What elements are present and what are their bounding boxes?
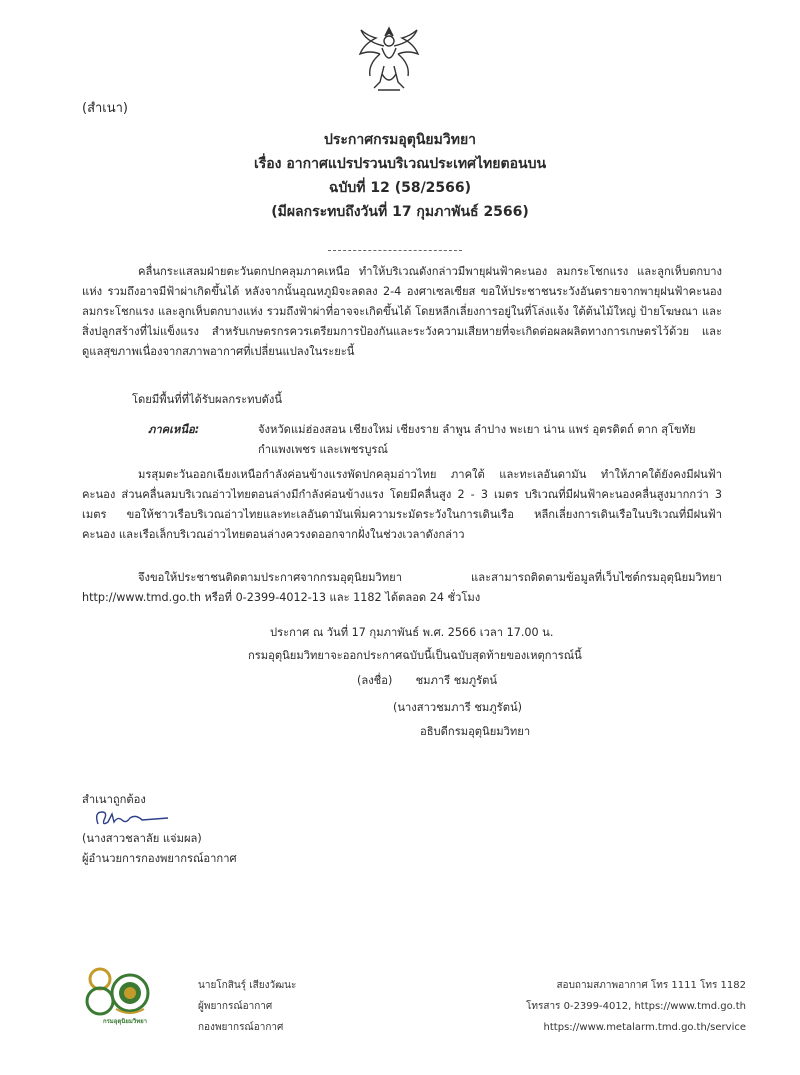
contact-phone: สอบถามสภาพอากาศ โทร 1111 โทร 1182 bbox=[556, 980, 746, 991]
forecaster-role: ผู้พยากรณ์อากาศ bbox=[198, 1001, 273, 1012]
announcement-header bbox=[0, 128, 800, 224]
contact-service-url[interactable]: https://www.metalarm.tmd.go.th/service bbox=[543, 1022, 746, 1033]
certifier-name: (นางสาวชลาลัย แจ่มผล) bbox=[82, 832, 202, 845]
title-divider bbox=[328, 250, 462, 251]
signer-full-name: (นางสาวชมภารี ชมภูรัตน์) bbox=[393, 701, 522, 714]
contact-fax-website: โทรสาร 0-2399-4012, https://www.tmd.go.th bbox=[526, 1001, 746, 1012]
announcement-issue: ฉบับที่ 12 (58/2566) bbox=[328, 180, 472, 196]
forecaster-name: นายโกสินรุ์ เสียงวัฒนะ bbox=[198, 980, 297, 991]
signer-position: อธิบดีกรมอุตุนิยมวิทยา bbox=[420, 725, 531, 738]
region-provinces-north: จังหวัดแม่ฮ่องสอน เชียงใหม่ เชียงราย ลำพูน ลำปาง พะเยา น่าน แพร่ อุตรดิตถ์ ตาก สุโขทัย กำแพงเพชร และเพชรบูรณ์ bbox=[258, 423, 696, 456]
garuda-emblem-icon bbox=[358, 24, 420, 96]
body-paragraph-2: มรสุมตะวันออกเฉียงเหนือกำลังค่อนข้างแรงพัดปกคลุมอ่าวไทย ภาคใต้ และทะเลอันดามัน ทำให้ภาคใต้ยังคงมีฝนฟ้าคะนอง ส่วนคลื่นลมบริเวณอ่าวไทยตอนล่างมีกำลังค่อนข้างแรง โดยมีคลื่นสูง 2 - 3 เมตร บริเวณที่มีฝนฟ้าคะนองคลื่นสูงมากกว่า 3 เมตร ขอให้ชาวเรือบริเวณอ่าวไทยและทะเลอันดามันเพิ่มความระมัดระวังในการเดินเรือ หลีกเลี่ยงการเดินเรือในบริเวณที่มีฝนฟ้าคะนอง และเรือเล็กบริเวณอ่าวไทยตอนล่างควรงดออกจากฝั่งในช่วงเวลาดังกล่าว bbox=[82, 468, 722, 541]
certifier-title: ผู้อำนวยการกองพยากรณ์อากาศ bbox=[82, 852, 237, 865]
announcement-subject: เรื่อง อากาศแปรปรวนบริเวณประเทศไทยตอนบน bbox=[253, 156, 547, 172]
logo-caption: กรมอุตุนิยมวิทยา bbox=[102, 1018, 148, 1025]
copy-label: (สำเนา) bbox=[82, 101, 129, 116]
announcement-effective-date: (มีผลกระทบถึงวันที่ 17 กุมภาพันธ์ 2566) bbox=[271, 204, 529, 220]
announcement-title: ประกาศกรมอุตุนิยมวิทยา bbox=[323, 132, 477, 148]
region-label-north: ภาคเหนือ: bbox=[148, 423, 200, 436]
signature-line bbox=[357, 671, 497, 689]
certified-copy-label: สำเนาถูกต้อง bbox=[82, 793, 146, 806]
announcement-datetime: ประกาศ ณ วันที่ 17 กุมภาพันธ์ พ.ศ. 2566 เวลา 17.00 น. bbox=[270, 626, 554, 639]
forecaster-division: กองพยากรณ์อากาศ bbox=[198, 1022, 284, 1033]
final-issue-note: กรมอุตุนิยมวิทยาจะออกประกาศฉบับนี้เป็นฉบับสุดท้ายของเหตุการณ์นี้ bbox=[248, 649, 582, 662]
forecaster-block bbox=[198, 975, 296, 1038]
body-paragraph-1: คลื่นกระแสลมฝ่ายตะวันตกปกคลุมภาคเหนือ ทำให้บริเวณดังกล่าวมีพายุฝนฟ้าคะนอง ลมกระโชกแรง และลูกเห็บตกบางแห่ง รวมถึงอาจมีฟ้าผ่าเกิดขึ้นได้ หลังจากนั้นอุณหภูมิจะลดลง 2-4 องศาเซลเซียส ขอให้ประชาชนระวังอันตรายจากพายุฝนฟ้าคะนอง ลมกระโชกแรง และลูกเห็บตกบางแห่ง รวมถึงฟ้าผ่าที่อาจจะเกิดขึ้นได้ โดยหลีกเลี่ยงการอยู่ในที่โล่งแจ้ง ใต้ต้นไม้ใหญ่ ป้ายโฆษณา และสิ่งปลูกสร้างที่ไม่แข็งแรง สำหรับเกษตรกรควรเตรียมการป้องกันและระวังความเสียหายที่จะเกิดต่อผลผลิตทางการเกษตรไว้ด้วย และดูแลสุขภาพเนื่องจากสภาพอากาศที่เปลี่ยนแปลงในระยะนี้ bbox=[82, 265, 722, 358]
signed-prefix: (ลงชื่อ) bbox=[357, 674, 393, 687]
signed-name: ชมภารี ชมภูรัตน์ bbox=[415, 674, 498, 687]
affected-areas-intro: โดยมีพื้นที่ที่ได้รับผลกระทบดังนี้ bbox=[132, 393, 283, 406]
contact-block bbox=[526, 975, 746, 1038]
body-paragraph-3: จึงขอให้ประชาชนติดตามประกาศจากกรมอุตุนิยมวิทยา และสามารถติดตามข้อมูลที่เว็บไซต์กรมอุตุนิยมวิทยา http://www.tmd.go.th หรือที่ 0-2399-4012-13 และ 1182 ได้ตลอด 24 ชั่วโมง bbox=[82, 571, 722, 604]
